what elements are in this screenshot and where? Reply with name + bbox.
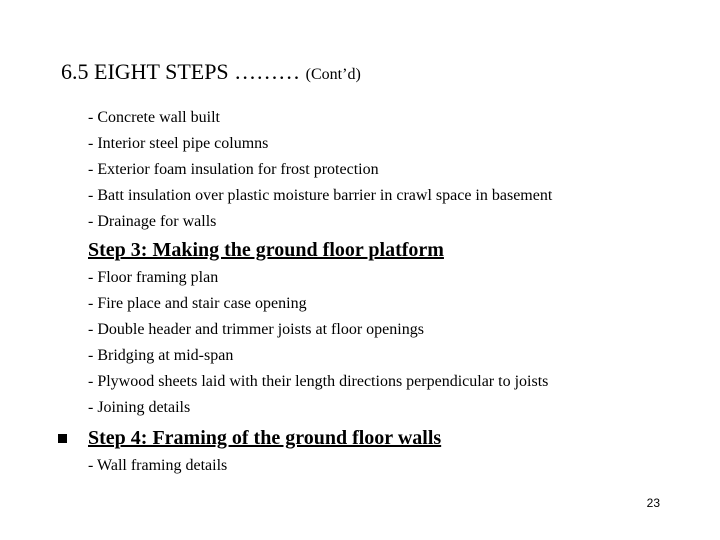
step3-heading: Step 3: Making the ground floor platform	[88, 239, 444, 261]
list-item: - Batt insulation over plastic moisture barrier in crawl space in basement	[88, 187, 553, 204]
page-number: 23	[646, 496, 660, 510]
list-item: - Plywood sheets laid with their length directions perpendicular to joists	[88, 373, 549, 390]
list-item: - Bridging at mid-span	[88, 347, 234, 364]
step4-heading: Step 4: Framing of the ground floor walls	[88, 427, 442, 449]
list-item: - Concrete wall built	[88, 109, 220, 126]
list-item: - Floor framing plan	[88, 269, 219, 286]
list-item: - Interior steel pipe columns	[88, 135, 269, 152]
square-bullet-icon	[58, 434, 67, 443]
slide-title-main: 6.5 EIGHT STEPS ………	[61, 59, 301, 84]
slide-title	[61, 58, 361, 89]
list-item: - Double header and trimmer joists at floor openings	[88, 321, 424, 338]
list-item: - Drainage for walls	[88, 213, 217, 230]
step4-list	[88, 453, 227, 479]
section1-list	[88, 105, 552, 235]
list-item: - Exterior foam insulation for frost protection	[88, 161, 379, 178]
step3-list	[88, 265, 548, 421]
slide-title-suffix: (Cont’d)	[305, 66, 361, 83]
list-item: - Fire place and stair case opening	[88, 295, 307, 312]
list-item: - Wall framing details	[88, 457, 228, 474]
list-item: - Joining details	[88, 399, 191, 416]
